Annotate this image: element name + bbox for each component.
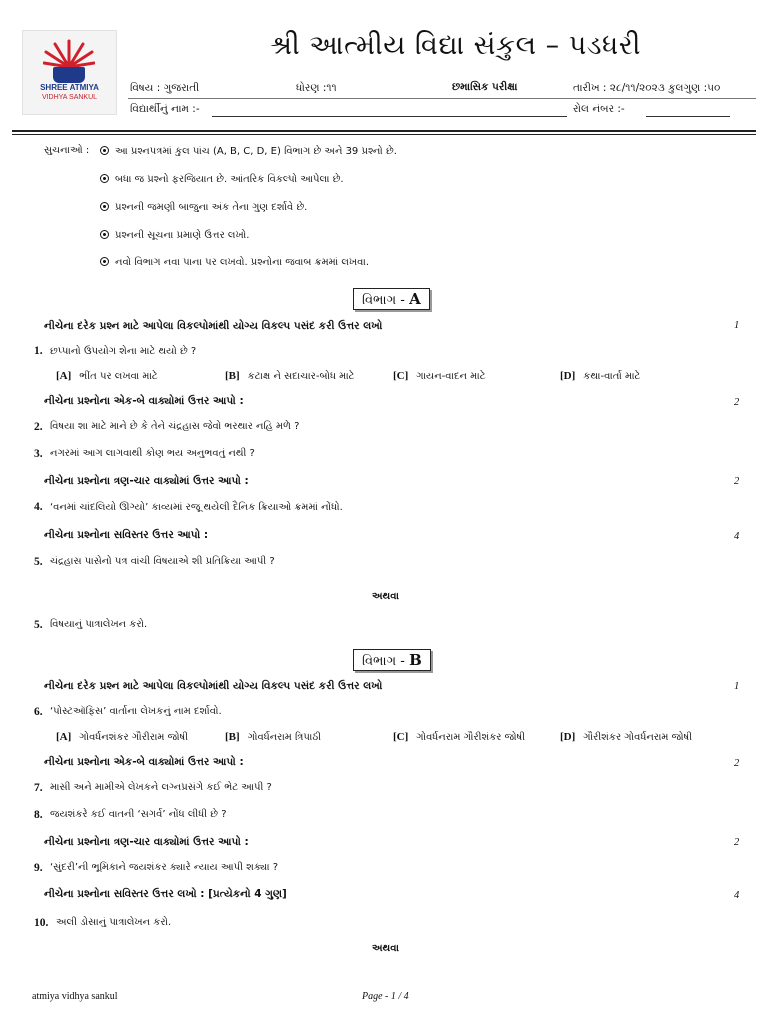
question-text: નગરમાં આગ લાગવાથી કોણ ભય અનુભવતું નથી ?	[50, 448, 255, 459]
header-divider	[128, 98, 756, 99]
question-group-heading: નીચેના પ્રશ્નોના સવિસ્તર ઉત્તર આપો :	[44, 529, 209, 541]
top-rule	[12, 130, 756, 132]
roll-number-label: રોલ નંબર :-	[573, 103, 625, 115]
option-d: [D] કથા-વાર્તા માટે	[560, 370, 641, 382]
bullet-icon	[100, 202, 109, 211]
date-marks: તારીખ : ૨૮/૧૧/૨૦૨૩ કુલગુણ :૫૦	[573, 82, 721, 94]
bullet-icon	[100, 230, 109, 239]
option-d: [D] ગૌરીશંકર ગોવર્ધનરામ જોષી	[560, 731, 693, 743]
school-title: શ્રી આત્મીય વિદ્યા સંકુલ – પડધરી	[270, 30, 641, 61]
top-rule-thin	[12, 134, 756, 135]
bullet-icon	[100, 146, 109, 155]
question-text: વિષયા શા માટે માને છે કે તેને ચંદ્રહાસ જેવો ભરથાર નહિ મળે ?	[50, 421, 300, 432]
question-number: 5.	[34, 619, 43, 631]
question-group-heading: નીચેના પ્રશ્નોના સવિસ્તર ઉત્તર લખો : [પ્રત્યેકનો 4 ગુણ]	[44, 888, 287, 900]
question-text: ‘પોસ્ટઑફિસ’ વાર્તાના લેખકનું નામ દર્શાવો.	[50, 706, 222, 717]
question-text: જયશંકરે કઈ વાતની ‘સગર્વ’ નોંધ લીધી છે ?	[50, 809, 227, 820]
student-name-blank[interactable]	[212, 116, 567, 117]
bullet-icon	[100, 174, 109, 183]
question-text: ચંદ્રહાસ પાસેનો પત્ર વાંચી વિષયાએ શી પ્રતિક્રિયા આપી ?	[50, 556, 275, 567]
logo-subname: VIDHYA SANKUL	[41, 94, 98, 101]
question-number: 5.	[34, 556, 43, 568]
exam-name: છમાસિક પરીક્ષા	[452, 81, 518, 93]
question-text: ‘વનમાં ચાંદલિયો ઊગ્યો’ કાવ્યમાં રજૂ થયેલી દૈનિક ક્રિયાઓ ક્રમમાં નોંધો.	[50, 502, 343, 513]
or-separator: અથવા	[372, 943, 399, 954]
question-number: 1.	[34, 345, 43, 357]
instruction-item: નવો વિભાગ નવા પાના પર લખવો. પ્રશ્નોના જવાબ ક્રમમાં લખવા.	[100, 256, 369, 268]
standard-label: ધોરણ :૧૧	[296, 82, 337, 94]
marks: 2	[734, 837, 740, 848]
question-number: 8.	[34, 809, 43, 821]
question-number: 10.	[34, 917, 49, 929]
instruction-item: આ પ્રશ્નપત્રમાં કુલ પાંચ (A, B, C, D, E) વિભાગ છે અને 39 પ્રશ્નો છે.	[100, 145, 397, 157]
question-text: ‘સુંદરી’ની ભૂમિકાને જયશંકર ક્યારે ન્યાય આપી શક્યા ?	[50, 862, 279, 873]
question-number: 2.	[34, 421, 43, 433]
marks: 2	[734, 397, 740, 408]
question-number: 9.	[34, 862, 43, 874]
marks: 1	[734, 320, 740, 331]
footer-school: atmiya vidhya sankul	[32, 991, 118, 1002]
student-name-label: વિદ્યાર્થીનું નામ :-	[130, 103, 200, 115]
option-a: [A] ગોવર્ધનશંકર ગૌરીરામ જોષી	[56, 731, 189, 743]
question-text: માસી અને મામીએ લેખકને લગ્નપ્રસંગે કઈ ભેટ આપી ?	[50, 782, 272, 793]
marks: 4	[734, 531, 740, 542]
option-a: [A] ભીંત પર લખવા માટે	[56, 370, 158, 382]
question-number: 4.	[34, 501, 43, 513]
bullet-icon	[100, 257, 109, 266]
question-text: અલી ડોસાનું પાત્રાલેખન કરો.	[56, 917, 172, 928]
sun-rays-icon	[43, 39, 95, 69]
marks: 1	[734, 681, 740, 692]
option-b: [B] કટાક્ષ ને સદાચાર-બોધ માટે	[225, 370, 355, 382]
option-b: [B] ગોવર્ધનરામ ત્રિપાઠી	[225, 731, 322, 743]
page-number: Page - 1 / 4	[362, 991, 409, 1002]
marks: 2	[734, 476, 740, 487]
instruction-item: બધા જ પ્રશ્નો ફરજિયાત છે. આંતરિક વિકલ્પો આપેલા છે.	[100, 173, 344, 185]
instruction-item: પ્રશ્નની સૂચના પ્રમાણે ઉત્તર લખો.	[100, 229, 249, 241]
option-c: [C] ગોવર્ધનરામ ગૌરીશંકર જોષી	[393, 731, 526, 743]
question-text: વિષયાનું પાત્રાલેખન કરો.	[50, 619, 148, 630]
question-group-heading: નીચેના પ્રશ્નોના એક-બે વાક્યોમાં ઉત્તર આપો :	[44, 756, 244, 768]
option-c: [C] ગાયન-વાદન માટે	[393, 370, 486, 382]
question-number: 3.	[34, 448, 43, 460]
section-b-heading: વિભાગ - B	[353, 649, 431, 671]
question-group-heading: નીચેના દરેક પ્રશ્ન માટે આપેલા વિકલ્પોમાંથી યોગ્ય વિકલ્પ પસંદ કરી ઉત્તર લખો	[44, 680, 383, 692]
school-logo	[22, 30, 117, 115]
logo-name: SHREE ATMIYA	[40, 83, 99, 92]
question-number: 7.	[34, 782, 43, 794]
question-group-heading: નીચેના પ્રશ્નોના એક-બે વાક્યોમાં ઉત્તર આપો :	[44, 395, 244, 407]
question-group-heading: નીચેના દરેક પ્રશ્ન માટે આપેલા વિકલ્પોમાંથી યોગ્ય વિકલ્પ પસંદ કરી ઉત્તર લખો	[44, 320, 383, 332]
roll-number-blank[interactable]	[646, 116, 730, 117]
book-icon	[53, 67, 85, 83]
subject-label: વિષય : ગુજરાતી	[130, 82, 200, 94]
marks: 4	[734, 890, 740, 901]
question-group-heading: નીચેના પ્રશ્નોના ત્રણ-ચાર વાક્યોમાં ઉત્તર આપો :	[44, 836, 249, 848]
question-text: છપ્પાનો ઉપયોગ શેના માટે થયો છે ?	[50, 346, 197, 357]
question-group-heading: નીચેના પ્રશ્નોના ત્રણ-ચાર વાક્યોમાં ઉત્તર આપો :	[44, 475, 249, 487]
instruction-item: પ્રશ્નની જમણી બાજુના અંક તેના ગુણ દર્શાવે છે.	[100, 201, 307, 213]
section-a-heading: વિભાગ - A	[353, 288, 430, 310]
instructions-label: સુચનાઓ :	[44, 145, 90, 156]
marks: 2	[734, 758, 740, 769]
or-separator: અથવા	[372, 591, 399, 602]
question-number: 6.	[34, 706, 43, 718]
